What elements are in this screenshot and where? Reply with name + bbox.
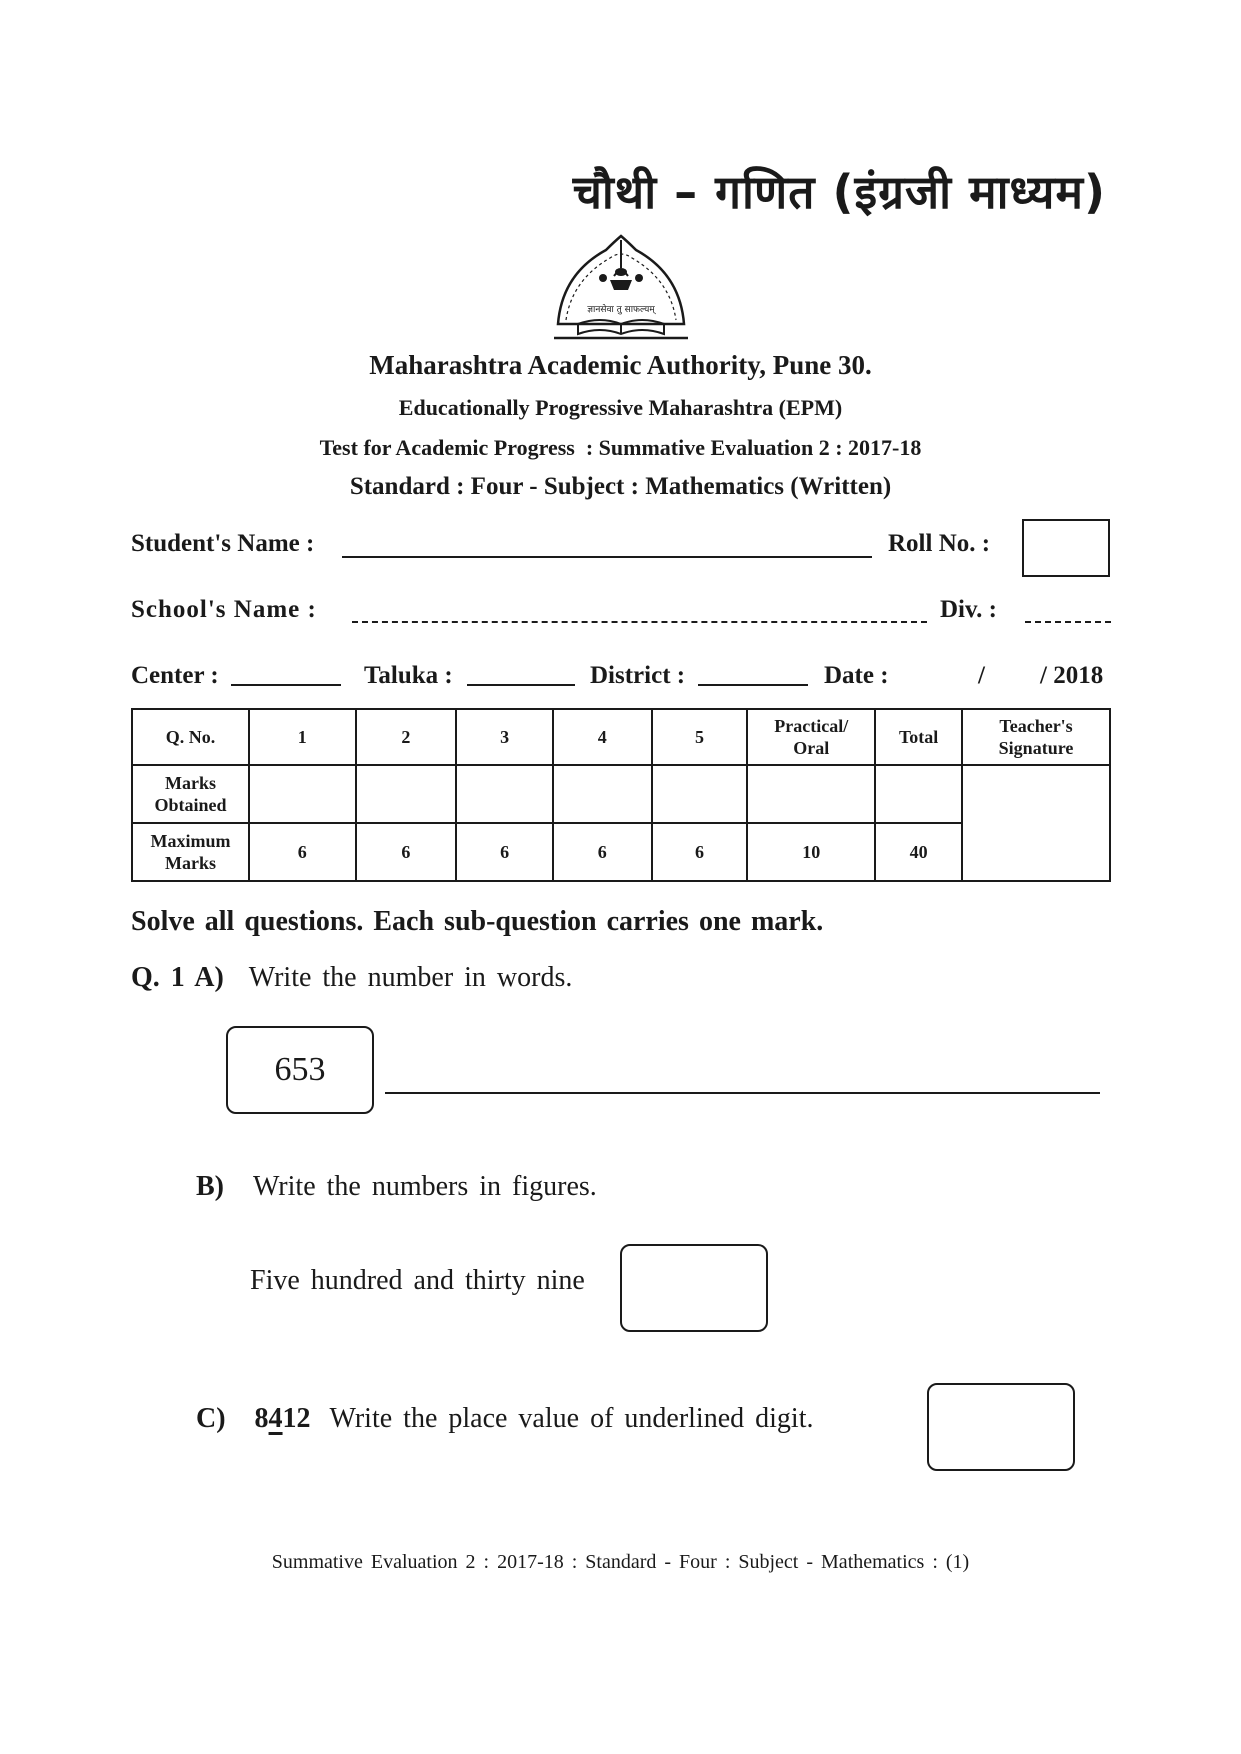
marks-table [131, 708, 1111, 882]
taluka-field[interactable] [467, 684, 575, 686]
answer-line-1a[interactable] [385, 1092, 1100, 1094]
div-label: Div. : [940, 596, 997, 623]
underlined-digit: 4 [268, 1403, 283, 1434]
question-1c [196, 1403, 813, 1435]
answer-box-1b[interactable] [620, 1244, 768, 1332]
table-cell: 10 [747, 823, 875, 881]
question-1a [131, 962, 572, 994]
div-field[interactable] [1025, 621, 1111, 623]
school-name-field[interactable] [352, 621, 927, 623]
table-cell: 6 [249, 823, 356, 881]
date-separator: / [978, 662, 985, 689]
school-name-label: School's Name : [131, 596, 317, 623]
table-cell[interactable] [652, 765, 748, 823]
table-cell[interactable] [356, 765, 457, 823]
taluka-label: Taluka : [364, 662, 453, 689]
header-cell-signature: Teacher's Signature [962, 709, 1110, 765]
question-1c-label: C) [196, 1403, 226, 1434]
question-1a-label: Q. 1 A) [131, 962, 224, 993]
table-cell[interactable] [456, 765, 553, 823]
page-footer: Summative Evaluation 2 : 2017-18 : Standard - Four : Subject - Mathematics : (1) [271, 1551, 970, 1573]
table-header-row [132, 709, 1110, 765]
header-cell-q4: 4 [553, 709, 652, 765]
roll-no-box[interactable] [1022, 519, 1110, 577]
table-cell: 6 [652, 823, 748, 881]
teacher-signature-cell[interactable] [962, 765, 1110, 881]
district-label: District : [590, 662, 686, 689]
roll-no-label: Roll No. : [888, 530, 991, 557]
table-cell: 40 [875, 823, 962, 881]
student-name-label: Student's Name : [131, 530, 315, 557]
question-1b-prompt: Five hundred and thirty nine [250, 1265, 585, 1296]
question-1c-number: 8412 [254, 1403, 311, 1434]
header-cell-q2: 2 [356, 709, 457, 765]
table-cell[interactable] [747, 765, 875, 823]
table-cell[interactable] [249, 765, 356, 823]
page-title-marathi: चौथी – गणित (इंग्रजी माध्यम) [572, 165, 1106, 219]
center-label: Center : [131, 662, 219, 689]
academic-authority-logo [548, 228, 694, 344]
row-label-maximum: Maximum Marks [132, 823, 249, 881]
question-1b [196, 1171, 597, 1203]
date-label: Date : [824, 662, 889, 689]
header-cell-q1: 1 [249, 709, 356, 765]
program-name: Educationally Progressive Maharashtra (EPM) [398, 395, 843, 420]
header-cell-q5: 5 [652, 709, 748, 765]
number-box-653: 653 [226, 1026, 374, 1114]
header-cell-qno: Q. No. [132, 709, 249, 765]
center-field[interactable] [231, 684, 341, 686]
date-year: / 2018 [1040, 662, 1104, 689]
test-name: Test for Academic Progress : Summative Evaluation 2 : 2017-18 [319, 435, 922, 460]
question-1c-text: Write the place value of underlined digit. [329, 1403, 814, 1434]
header-cell-total: Total [875, 709, 962, 765]
table-cell[interactable] [875, 765, 962, 823]
table-cell: 6 [356, 823, 457, 881]
student-name-field[interactable] [342, 556, 872, 558]
header-cell-practical: Practical/ Oral [747, 709, 875, 765]
table-cell: 6 [456, 823, 553, 881]
question-1b-text: Write the numbers in figures. [253, 1171, 597, 1202]
question-1a-text: Write the number in words. [248, 962, 573, 993]
table-cell[interactable] [553, 765, 652, 823]
district-field[interactable] [698, 684, 808, 686]
standard-subject: Standard : Four - Subject : Mathematics (Written) [349, 473, 892, 500]
table-cell: 6 [553, 823, 652, 881]
logo-motto: ज्ञानसेवा तु साफल्यम् [587, 305, 655, 315]
table-row [132, 765, 1110, 823]
authority-name: Maharashtra Academic Authority, Pune 30. [369, 350, 872, 380]
instructions: Solve all questions. Each sub-question carries one mark. [131, 906, 824, 937]
question-1b-label: B) [196, 1171, 224, 1202]
answer-box-1c[interactable] [927, 1383, 1075, 1471]
header-cell-q3: 3 [456, 709, 553, 765]
row-label-obtained: Marks Obtained [132, 765, 249, 823]
